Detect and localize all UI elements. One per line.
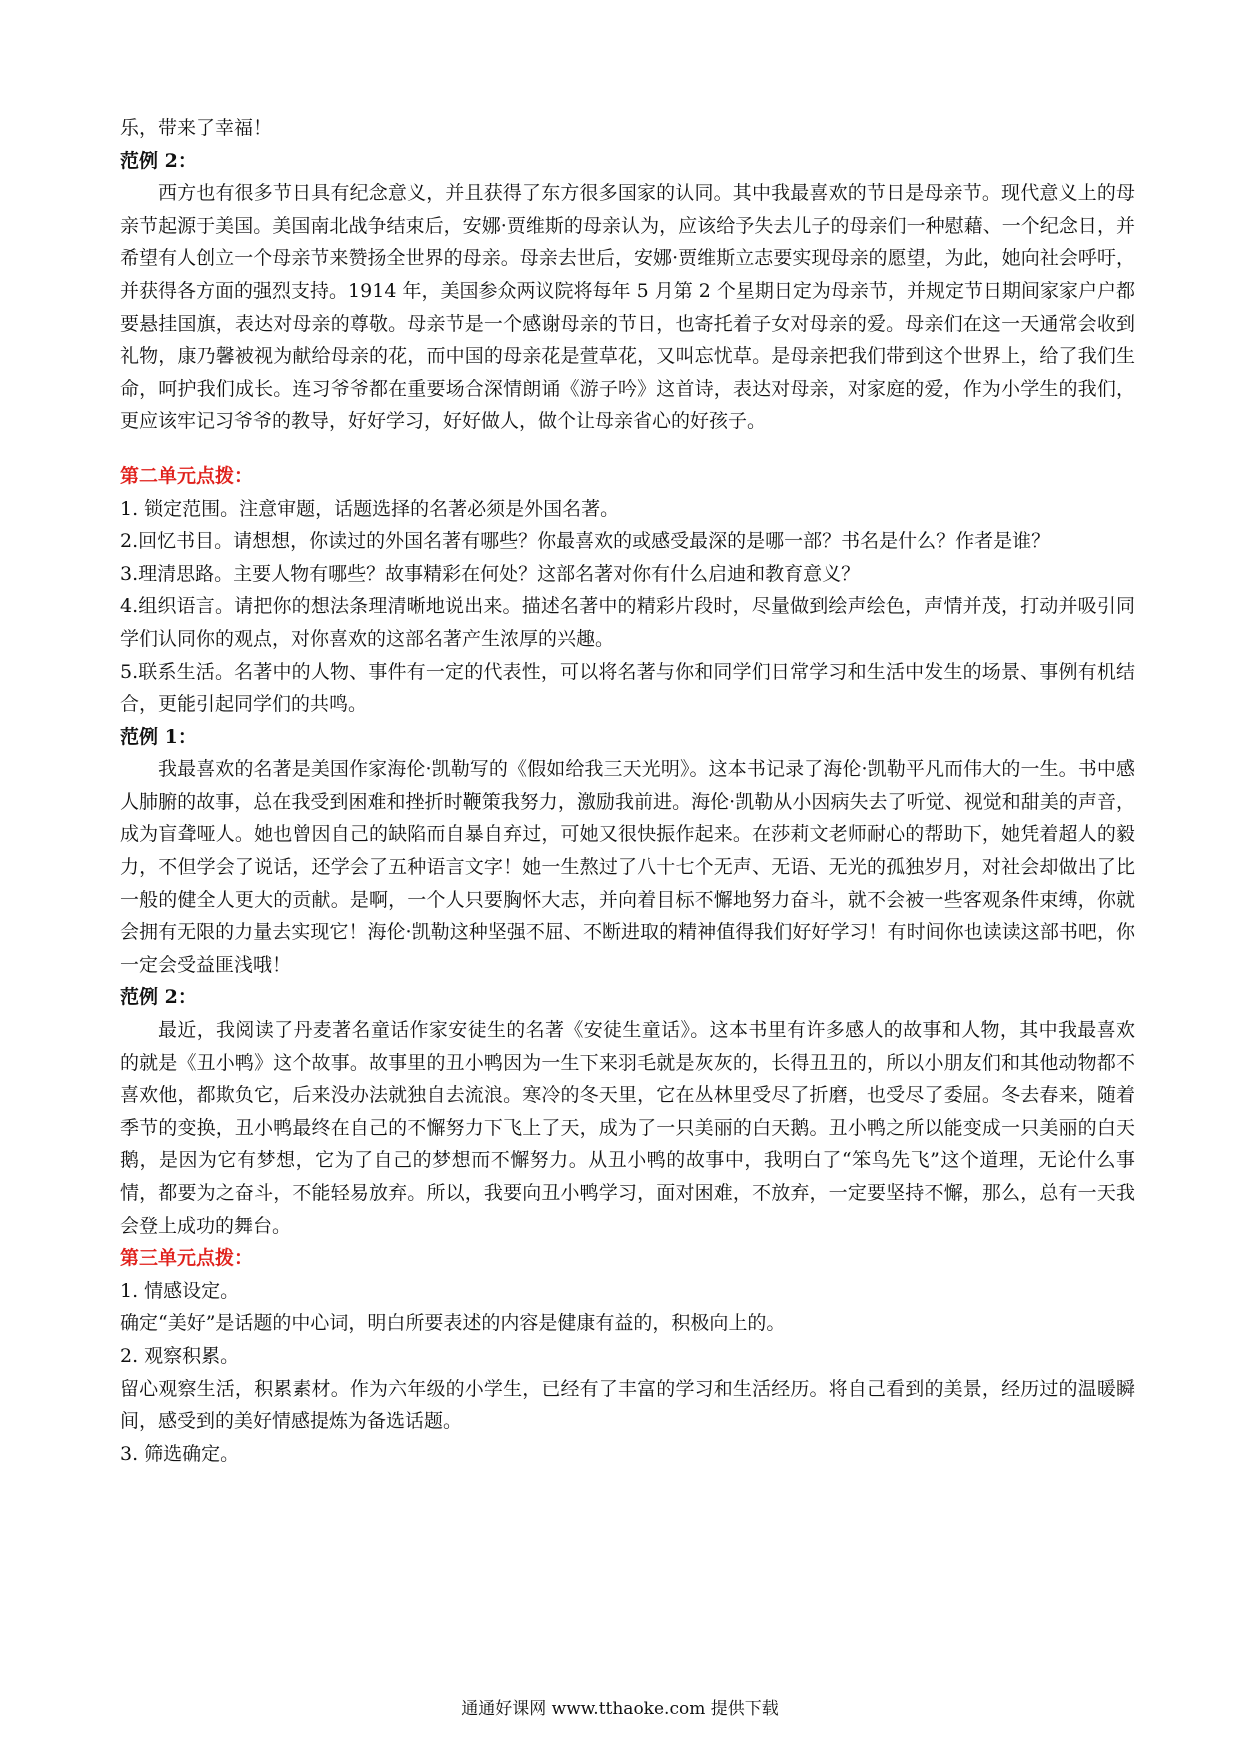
unit2-point-3: 3.理清思路。主要人物有哪些？故事精彩在何处？这部名著对你有什么启迪和教育意义？ [120,562,861,585]
unit3-line: 确定“美好”是话题的中心词，明白所要表述的内容是健康有益的，积极向上的。 [120,1312,786,1335]
page-footer: 通通好课网 www.tthaoke.com 提供下载 [461,1699,779,1719]
example-paragraph: 最近，我阅读了丹麦著名童话作家安徒生的名著《安徒生童话》。这本书里有许多感人的故事和人物，其中我最喜欢的就是《丑小鸭》这个故事。故事里的丑小鸭因为一生下来羽毛就是灰灰的，长得丑丑的，所以小朋友们和其他动物都不喜欢他，都欺负它，后来没办法就独自去流浪。寒冷的冬天里，它在丛林里受尽了折磨，也受尽了委屈。冬去春来，随着季节的变换，丑小鸭最终在自己的不懈努力下飞上了天，成为了一只美丽的白天鹅。丑小鸭之所以能变成一只美丽的白天鹅，是因为它有梦想，它为了自己的梦想而不懈努力。从丑小鸭的故事中，我明白了“笨鸟先飞”这个道理，无论什么事情，都要为之奋斗，不能轻易放弃。所以，我要向丑小鸭学习，面对困难，不放弃，一定要坚持不懈，那么，总有一天我会登上成功的舞台。 [120,1019,1135,1237]
example-label: 范例 2： [120,149,197,172]
unit3-heading: 第三单元点拨： [120,1247,254,1270]
example-label: 范例 2： [120,986,197,1009]
example-paragraph: 西方也有很多节日具有纪念意义，并且获得了东方很多国家的认同。其中我最喜欢的节日是母亲节。现代意义上的母亲节起源于美国。美国南北战争结束后，安娜·贾维斯的母亲认为，应该给予失去儿子的母亲们一种慰藉、一个纪念日，并希望有人创立一个母亲节来赞扬全世界的母亲。母亲去世后，安娜·贾维斯立志要实现母亲的愿望，为此，她向社会呼吁，并获得各方面的强烈支持。1914 年，美国参众两议院将每年 5 月第 2 个星期日定为母亲节，并规定节日期间家家户户都要悬挂国旗，表达对母亲的尊敬。母亲节是一个感谢母亲的节日，也寄托着子女对母亲的爱。母亲们在这一天通常会收到礼物，康乃馨被视为献给母亲的花，而中国的母亲花是萱草花，又叫忘忧草。是母亲把我们带到这个世界上，给了我们生命，呵护我们成长。连习爷爷都在重要场合深情朗诵《游子吟》这首诗，表达对母亲，对家庭的爱，作为小学生的我们，更应该牢记习爷爷的教导，好好学习，好好做人，做个让母亲省心的好孩子。 [120,182,1135,433]
unit3-line: 3. 筛选确定。 [120,1442,240,1465]
unit3-line: 留心观察生活，积累素材。作为六年级的小学生，已经有了丰富的学习和生活经历。将自己看到的美景，经历过的温暖瞬间，感受到的美好情感提炼为备选话题。 [120,1377,1135,1433]
continuation-line: 乐，带来了幸福！ [120,117,273,139]
unit3-line: 1. 情感设定。 [120,1279,240,1302]
unit2-heading: 第二单元点拨： [120,464,254,487]
document-body [120,112,1135,1470]
unit2-point-5: 5.联系生活。名著中的人物、事件有一定的代表性，可以将名著与你和同学们日常学习和生活中发生的场景、事例有机结合，更能引起同学们的共鸣。 [120,660,1135,716]
example-label: 范例 1： [120,725,197,748]
section-gap [120,438,1135,460]
unit2-point-4: 4.组织语言。请把你的想法条理清晰地说出来。描述名著中的精彩片段时，尽量做到绘声绘色，声情并茂，打动并吸引同学们认同你的观点，对你喜欢的这部名著产生浓厚的兴趣。 [120,595,1135,650]
unit2-point-1: 1. 锁定范围。注意审题，话题选择的名著必须是外国名著。 [120,497,620,520]
example-paragraph: 我最喜欢的名著是美国作家海伦·凯勒写的《假如给我三天光明》。这本书记录了海伦·凯勒平凡而伟大的一生。书中感人肺腑的故事，总在我受到困难和挫折时鞭策我努力，激励我前进。海伦·凯勒从小因病失去了听觉、视觉和甜美的声音，成为盲聋哑人。她也曾因自己的缺陷而自暴自弃过，可她又很快振作起来。在莎莉文老师耐心的帮助下，她凭着超人的毅力，不但学会了说话，还学会了五种语言文字！她一生熬过了八十七个无声、无语、无光的孤独岁月，对社会却做出了比一般的健全人更大的贡献。是啊，一个人只要胸怀大志，并向着目标不懈地努力奋斗，就不会被一些客观条件束缚，你就会拥有无限的力量去实现它！海伦·凯勒这种坚强不屈、不断进取的精神值得我们好好学习！有时间你也读读这部书吧，你一定会受益匪浅哦！ [120,758,1135,976]
unit3-line: 2. 观察积累。 [120,1344,240,1367]
unit2-point-2: 2.回忆书目。请想想，你读过的外国名著有哪些？你最喜欢的或感受最深的是哪一部？书名是什么？作者是谁？ [120,530,1051,553]
